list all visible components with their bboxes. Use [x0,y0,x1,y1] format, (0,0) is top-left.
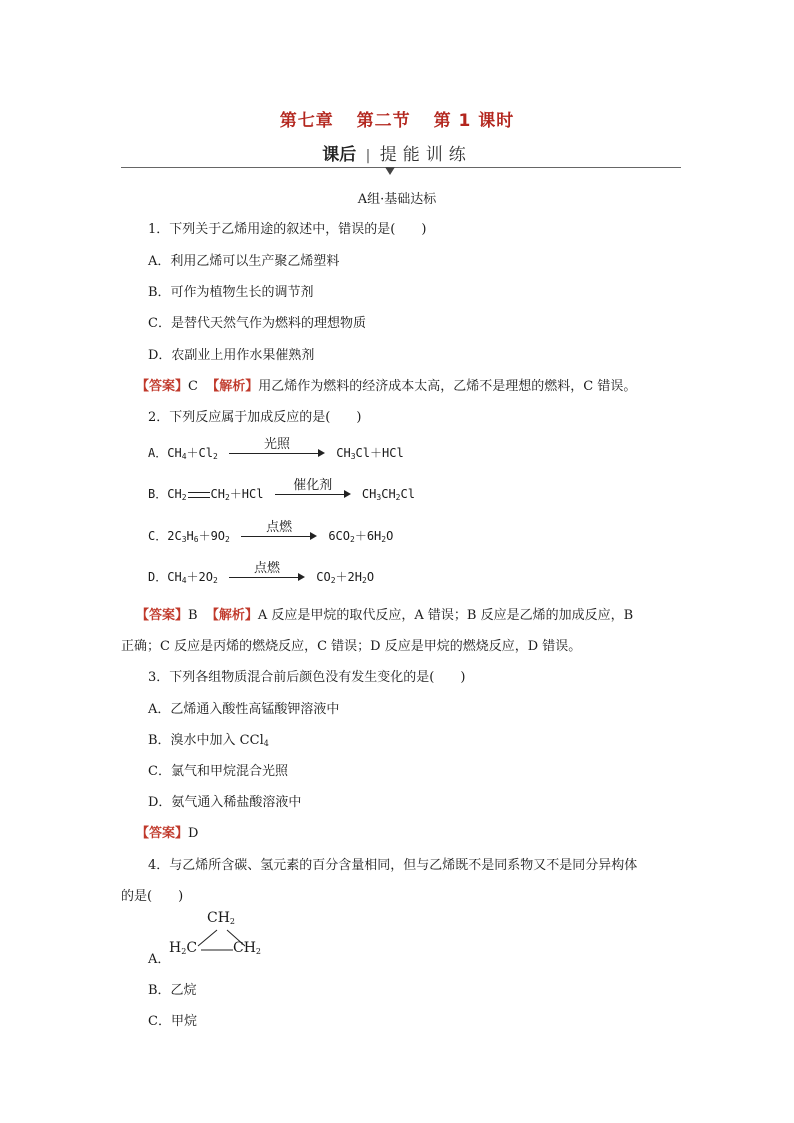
analysis-tag: 【解析】 [206,379,259,394]
q2-option-b: B．$CH_2$ $CH_2+HCl$ 催化剂 $CH_3CH_2Cl$ [148,485,415,502]
analysis-text: 用乙烯作为燃料的经济成本太高，乙烯不是理想的燃料，C 错误。 [258,379,637,394]
q4-stem-continued: 的是( ) [121,889,184,904]
answer-tag: 【答案】 [136,826,189,841]
ring-right-ch2: $CH_2$ [233,940,262,956]
q3-option-a: A．乙烯通入酸性高锰酸钾溶液中 [148,702,340,717]
q2-option-a: A．$CH_4+Cl_2$ 光照 $CH_3Cl+HCl$ [148,444,404,461]
reaction-condition: 点燃 [254,560,281,576]
answer-tag: 【答案】 [136,379,189,394]
section-label: 第二节 [356,111,411,131]
q2-analysis-continued: 正确；C 反应是丙烯的燃烧反应，C 错误；D 反应是甲烷的燃烧反应，D 错误。 [121,639,582,654]
q3-answer-line [136,822,198,841]
answer-value: D [188,826,199,841]
q1-stem: 1．下列关于乙烯用途的叙述中，错误的是( ) [148,222,427,237]
ring-left-h2c: $H_2C$ [169,940,198,956]
q4-option-c: C．甲烷 [148,1014,197,1029]
q1-option-a: A．利用乙烯可以生产聚乙烯塑料 [148,254,340,269]
header-divider [121,167,681,168]
q3-option-b: B．溴水中加入 CCl$_4$ [148,733,269,748]
q4-stem: 4．与乙烯所含碳、氢元素的百分含量相同，但与乙烯既不是同系物又不是同分异构体 [148,858,638,873]
q1-answer-line [136,375,636,394]
answer-tag: 【答案】 [136,608,189,623]
q1-option-b: B．可作为植物生长的调节剂 [148,285,314,300]
subtitle-after-class: 课后 [322,145,357,165]
answer-value: C [188,379,198,394]
reaction-arrow [227,560,307,585]
reaction-condition: 光照 [264,436,291,452]
answer-value: B [188,608,198,623]
q3-option-c: C．氯气和甲烷混合光照 [148,764,288,779]
cyclopropane-structure [165,910,275,970]
subtitle-separator: | [365,148,371,164]
q2-answer-line [136,604,633,623]
q3-stem: 3．下列各组物质混合前后颜色没有发生变化的是( ) [148,670,466,685]
double-bond [188,492,210,498]
chapter-label: 第七章 [279,111,334,131]
ring-top-ch2: $CH_2$ [207,910,236,926]
reaction-condition: 催化剂 [293,477,333,493]
q1-option-d: D．农副业上用作水果催熟剂 [148,348,315,363]
analysis-text: A 反应是甲烷的取代反应，A 错误；B 反应是乙烯的加成反应，B [257,608,634,623]
q1-option-c: C．是替代天然气作为燃料的理想物质 [148,316,366,331]
q3-option-d: D．氨气通入稀盐酸溶液中 [148,795,302,810]
q4-option-b: B．乙烷 [148,983,197,998]
reaction-arrow [227,436,327,461]
subtitle-practice: 提能训练 [379,145,472,165]
analysis-tag: 【解析】 [205,608,258,623]
reaction-condition: 点燃 [266,519,293,535]
lesson-label: 第 1 课时 [433,111,515,131]
q2-option-d: D．$CH_4+2O_2$ 点燃 $CO_2+2H_2O$ [148,568,374,585]
exercise-subtitle [0,140,794,165]
reaction-arrow [273,477,353,502]
group-heading: A组·基础达标 [357,192,437,207]
chapter-title [0,106,794,131]
q4-option-a-label: A． [148,952,171,967]
q2-stem: 2．下列反应属于加成反应的是( ) [148,410,362,425]
divider-arrow-icon [385,167,395,175]
reaction-arrow [239,519,319,544]
q2-option-c: C．$2C_3H_6+9O_2$ 点燃 $6CO_2+6H_2O$ [148,527,393,544]
